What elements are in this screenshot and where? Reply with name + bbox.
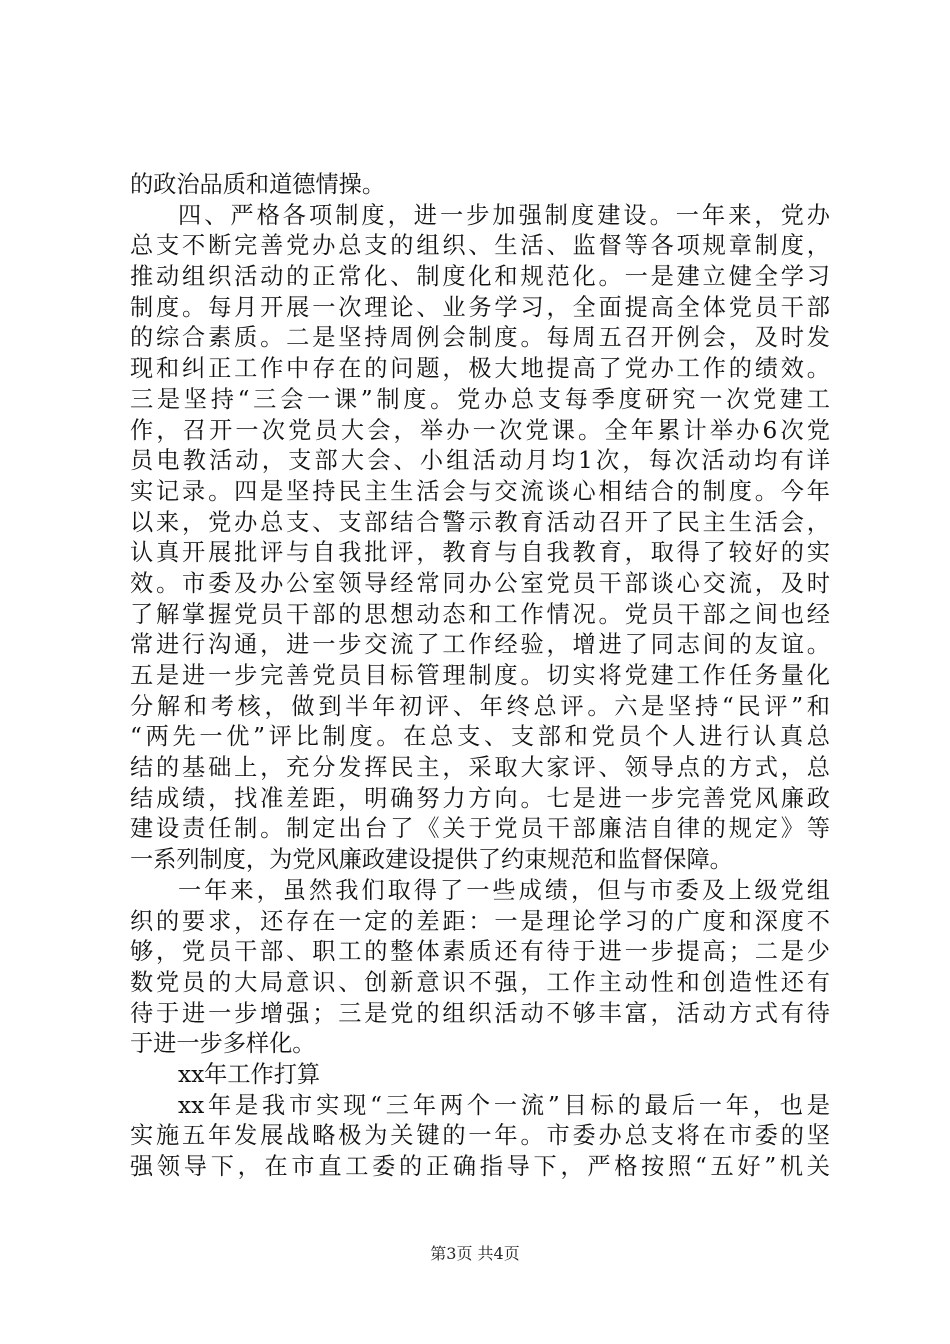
text-line: 四、严格各项制度，进一步加强制度建设。一年来，党办 bbox=[178, 201, 830, 229]
text-line: 认真开展批评与自我批评，教育与自我教育，取得了较好的实 bbox=[130, 539, 830, 567]
text-line: 常进行沟通，进一步交流了工作经验，增进了同志间的友谊。 bbox=[130, 631, 830, 659]
text-line: xx年工作打算 bbox=[178, 1060, 321, 1088]
text-line: 结成绩，找准差距，明确努力方向。七是进一步完善党风廉政 bbox=[130, 784, 830, 812]
text-line: 推动组织活动的正常化、制度化和规范化。一是建立健全学习 bbox=[130, 263, 830, 291]
text-line: 一年来，虽然我们取得了一些成绩，但与市委及上级党组 bbox=[178, 876, 830, 904]
text-line: 织的要求，还存在一定的差距：一是理论学习的广度和深度不 bbox=[130, 907, 830, 935]
text-line: 的政治品质和道德情操。 bbox=[130, 171, 386, 198]
text-line: 三是坚持“三会一课”制度。党办总支每季度研究一次党建工 bbox=[130, 385, 830, 413]
text-line: 以来，党办总支、支部结合警示教育活动召开了民主生活会， bbox=[130, 508, 830, 536]
text-line: xx年是我市实现“三年两个一流”目标的最后一年，也是 bbox=[178, 1091, 830, 1119]
text-line: 于进一步多样化。 bbox=[130, 1030, 316, 1058]
text-line: 员电教活动，支部大会、小组活动月均1次，每次活动均有详 bbox=[130, 447, 830, 475]
text-line: 实施五年发展战略极为关键的一年。市委办总支将在市委的坚 bbox=[130, 1122, 830, 1150]
body-text bbox=[130, 170, 830, 1183]
text-line: 作，召开一次党员大会，举办一次党课。全年累计举办6次党 bbox=[130, 416, 830, 444]
text-line: 分解和考核，做到半年初评、年终总评。六是坚持“民评”和 bbox=[130, 692, 830, 720]
text-line: 结的基础上，充分发挥民主，采取大家评、领导点的方式，总 bbox=[130, 754, 830, 782]
text-line: 待于进一步增强；三是党的组织活动不够丰富，活动方式有待 bbox=[130, 999, 830, 1027]
text-line: “两先一优”评比制度。在总支、支部和党员个人进行认真总 bbox=[130, 723, 830, 751]
page-number-footer: 第3页 共4页 bbox=[430, 1244, 520, 1263]
text-line: 效。市委及办公室领导经常同办公室党员干部谈心交流，及时 bbox=[130, 569, 830, 597]
text-line: 五是进一步完善党员目标管理制度。切实将党建工作任务量化 bbox=[130, 662, 830, 689]
text-line: 制度。每月开展一次理论、业务学习，全面提高全体党员干部 bbox=[130, 293, 830, 321]
text-line: 一系列制度，为党风廉政建设提供了约束规范和监督保障。 bbox=[130, 846, 733, 874]
text-line: 了解掌握党员干部的思想动态和工作情况。党员干部之间也经 bbox=[130, 600, 830, 628]
text-line: 数党员的大局意识、创新意识不强，工作主动性和创造性还有 bbox=[130, 968, 830, 996]
text-line: 总支不断完善党办总支的组织、生活、监督等各项规章制度， bbox=[130, 232, 830, 260]
text-line: 实记录。四是坚持民主生活会与交流谈心相结合的制度。今年 bbox=[130, 477, 830, 505]
text-line: 建设责任制。制定出台了《关于党员干部廉洁自律的规定》等 bbox=[130, 815, 830, 843]
text-line: 现和纠正工作中存在的问题，极大地提高了党办工作的绩效。 bbox=[130, 355, 830, 383]
text-line: 够，党员干部、职工的整体素质还有待于进一步提高；二是少 bbox=[130, 938, 830, 966]
text-line: 强领导下，在市直工委的正确指导下，严格按照“五好”机关 bbox=[130, 1153, 830, 1180]
text-line: 的综合素质。二是坚持周例会制度。每周五召开例会，及时发 bbox=[130, 324, 830, 352]
